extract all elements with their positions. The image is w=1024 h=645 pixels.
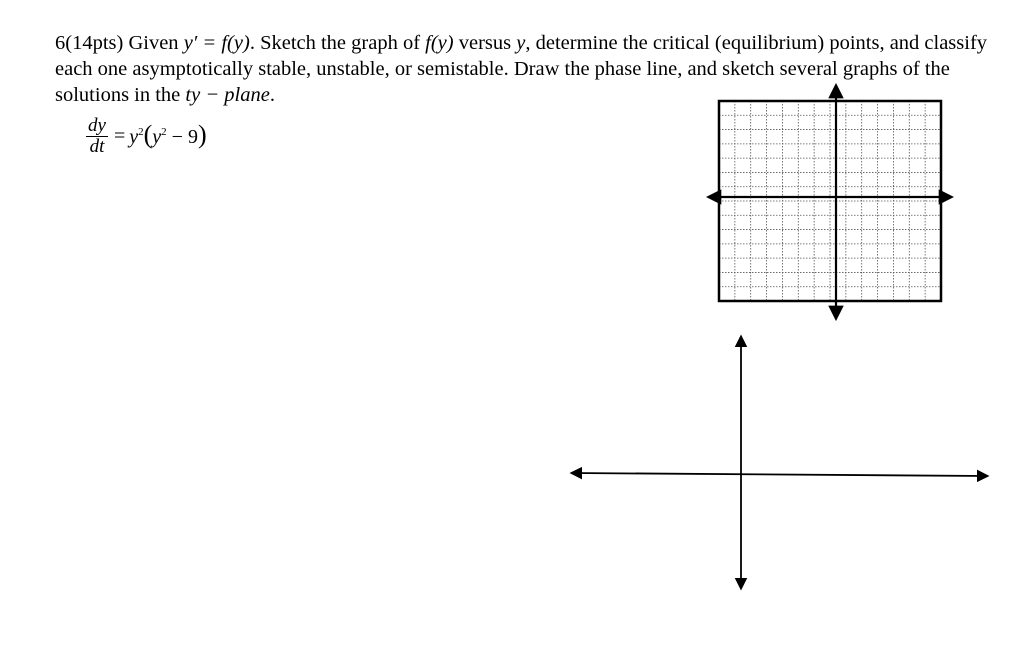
fraction-numerator: dy [88,115,106,136]
minus-nine: − 9 [166,125,198,148]
grid-graph [709,86,951,318]
rhs-exponent: 2 [138,125,144,138]
ty-plane-label: ty − plane [185,84,270,106]
equals-sign: = [113,125,126,147]
versus-word: versus [458,32,512,54]
close-paren: ) [197,119,207,149]
statement-period: . [269,84,275,106]
grid-lines [719,101,941,301]
statement-part-2: , determine the critical (equilibrium) points, and classify each one asymptotically stable, unstable, or semistable. Draw the phase line, and sketch several graphs of the solutions in the [55,32,988,106]
rhs-exponent-inner: 2 [161,125,167,138]
phase-horizontal-axis [572,473,987,476]
variable-y: y [516,32,526,54]
fraction-denominator: dt [89,136,105,157]
open-paren: ( [143,119,153,149]
given-equation: y′ = f(y) [183,32,250,54]
given-word: Given [128,32,179,54]
rhs-y-inner: y [152,125,162,148]
problem-number-points: 6(14pts) [55,32,124,54]
statement-part-1: . Sketch the graph of [249,32,421,54]
phase-axes [572,337,987,588]
function-f-of-y: f(y) [425,32,454,54]
rhs-y: y [129,125,139,148]
